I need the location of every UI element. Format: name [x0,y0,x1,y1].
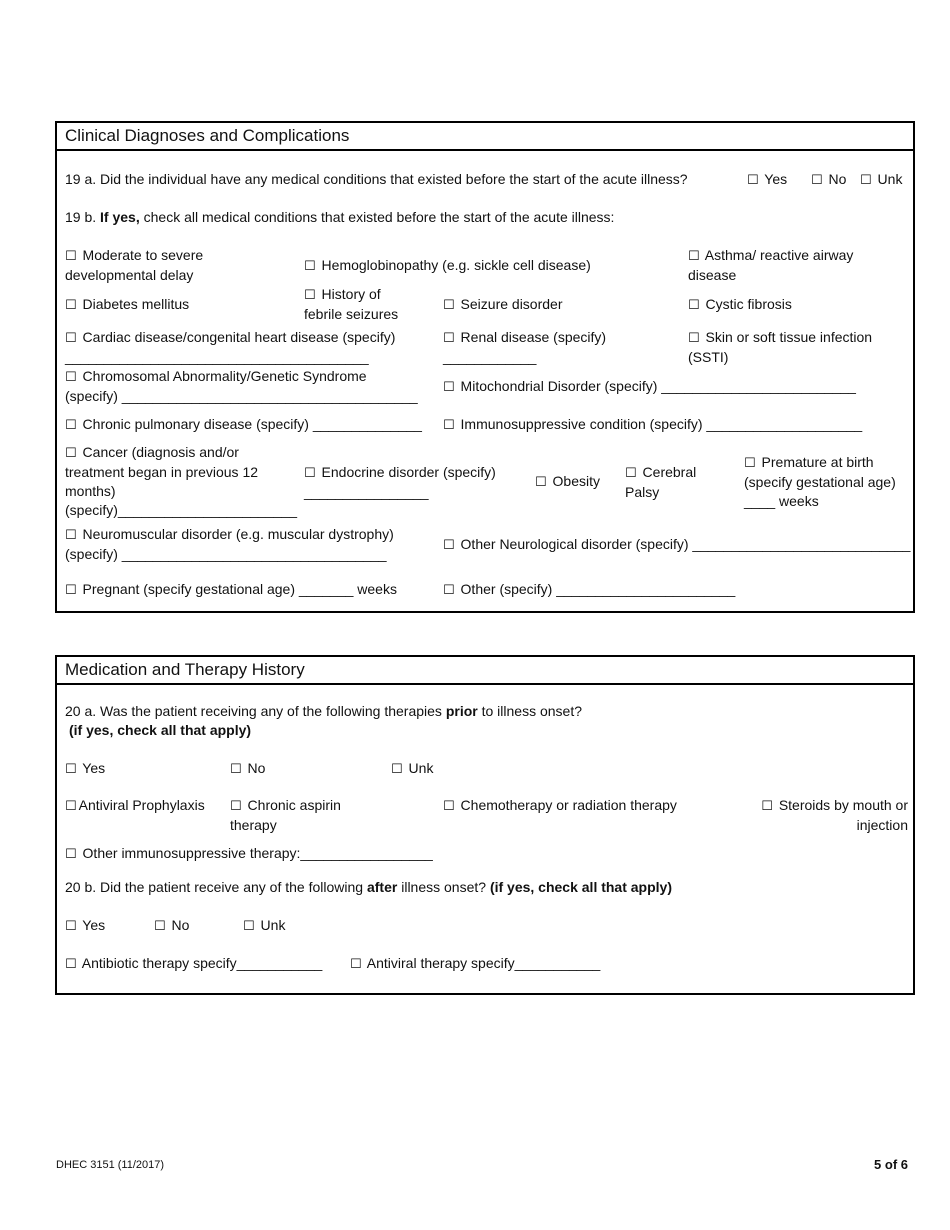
condition-obesity[interactable] [535,472,600,492]
q20a-rest: to illness onset? [477,703,583,719]
checkbox[interactable]: ☐ [230,762,242,777]
q19b-bold: If yes, [100,209,140,225]
condition-other-neurological[interactable] [443,535,910,555]
checkbox[interactable]: ☐ [688,249,700,264]
q20b-rest: illness onset? [397,879,490,895]
q20a-note-text: (if yes, check all that apply) [69,722,252,738]
checkbox[interactable]: ☐ [243,919,255,934]
checkbox[interactable]: ☐ [391,762,403,777]
condition-neuromuscular[interactable] [65,525,394,564]
condition-cardiac[interactable] [65,328,395,367]
label-line2: treatment began in previous 12 [65,464,259,480]
option-label: No [828,171,847,187]
checkbox[interactable]: ☐ [443,380,455,395]
label: Neuromuscular disorder (e.g. muscular dystrophy) [82,526,394,542]
label-line2: developmental delay [65,267,194,283]
label-line2: Palsy [625,484,660,500]
label-line2: febrile seizures [304,306,399,322]
condition-endocrine[interactable] [304,463,496,502]
checkbox[interactable]: ☐ [65,331,77,346]
option-label: No [171,917,190,933]
therapy-chemo-radiation[interactable] [443,796,677,816]
checkbox[interactable]: ☐ [65,799,77,814]
label: History of [321,286,381,302]
checkbox[interactable]: ☐ [443,331,455,346]
condition-seizure-disorder[interactable] [443,295,562,315]
specify-line[interactable]: (specify) __________________________________ [65,546,387,562]
checkbox[interactable]: ☐ [230,799,242,814]
label: Chronic pulmonary disease (specify) ______________ [82,416,422,432]
q19b-prefix: 19 b. [65,209,101,225]
checkbox[interactable]: ☐ [154,919,166,934]
condition-diabetes[interactable] [65,295,189,315]
checkbox[interactable]: ☐ [688,298,700,313]
label: Asthma/ reactive airway [704,247,854,263]
condition-mitochondrial[interactable] [443,377,856,397]
therapy-antiviral[interactable] [350,954,600,974]
therapy-antibiotic[interactable] [65,954,322,974]
q19a-unk-option[interactable] [860,170,902,190]
checkbox[interactable]: ☐ [860,173,872,188]
option-label: Unk [877,171,903,187]
specify-line[interactable]: _______________________________________ [65,349,369,365]
label: Skin or soft tissue infection [705,329,873,345]
therapy-antiviral-prophylaxis[interactable] [65,796,205,816]
label: Endocrine disorder (specify) [321,464,496,480]
q20a-bold: prior [445,703,478,719]
q19a-no-option[interactable] [811,170,846,190]
option-label: No [247,760,266,776]
label: Steroids by mouth or [778,797,908,813]
q20b-yes-option[interactable] [65,916,105,936]
label-line2: injection [856,817,908,833]
q19a-yes-option[interactable] [747,170,787,190]
label-line2: disease [688,267,737,283]
option-label: Yes [764,171,788,187]
condition-febrile-seizures[interactable] [304,285,398,324]
label: Other Neurological disorder (specify) ____________________________ [460,536,911,552]
condition-immunosuppressive[interactable] [443,415,862,435]
checkbox[interactable]: ☐ [65,528,77,543]
label: Chemotherapy or radiation therapy [460,797,677,813]
label: Obesity [552,473,601,489]
checkbox[interactable]: ☐ [761,799,773,814]
specify-line[interactable]: (specify)_______________________ [65,502,297,518]
label: Antiviral Prophylaxis [78,797,205,813]
condition-pregnant[interactable] [65,580,397,600]
label-line3: months) [65,483,116,499]
label: Mitochondrial Disorder (specify) _________________________ [460,378,856,394]
checkbox[interactable]: ☐ [65,370,77,385]
label: Premature at birth [761,454,874,470]
q20a-yes-option[interactable] [65,759,105,779]
option-label: Yes [82,760,106,776]
checkbox[interactable]: ☐ [443,538,455,553]
label: Cardiac disease/congenital heart disease (specify) [82,329,396,345]
q19b-rest: check all medical conditions that existed before the start of the acute illness: [139,209,615,225]
question-20b [65,878,672,897]
q20b-unk-option[interactable] [243,916,285,936]
therapy-steroids[interactable] [740,796,908,835]
checkbox[interactable]: ☐ [304,466,316,481]
option-label: Unk [408,760,434,776]
label: Pregnant (specify gestational age) _______ weeks [82,581,397,597]
condition-cystic-fibrosis[interactable] [688,295,792,315]
checkbox[interactable]: ☐ [65,298,77,313]
checkbox[interactable]: ☐ [65,957,77,972]
condition-other[interactable] [443,580,735,600]
specify-line[interactable]: ________________ [304,484,429,500]
label: Chronic aspirin [247,797,341,813]
label: Antibiotic therapy specify___________ [81,955,323,971]
condition-premature[interactable] [744,453,896,511]
label-line2: (SSTI) [688,349,729,365]
checkbox[interactable]: ☐ [304,259,316,274]
checkbox[interactable]: ☐ [747,173,759,188]
label: Other (specify) _______________________ [460,581,736,597]
label: Antiviral therapy specify___________ [366,955,601,971]
checkbox[interactable]: ☐ [65,847,77,862]
section-title: Clinical Diagnoses and Complications [57,123,913,151]
label: Renal disease (specify) [460,329,607,345]
checkbox[interactable]: ☐ [443,298,455,313]
checkbox[interactable]: ☐ [65,762,77,777]
label: Diabetes mellitus [82,296,190,312]
specify-line[interactable]: (specify) ______________________________________ [65,388,418,404]
condition-skin-infection[interactable] [688,328,872,367]
therapy-other-immunosuppressive[interactable] [65,844,433,864]
q20a-note [69,721,251,740]
checkbox[interactable]: ☐ [625,466,637,481]
q20a-unk-option[interactable] [391,759,433,779]
label-line2: (specify gestational age) [744,474,896,490]
label: Hemoglobinopathy (e.g. sickle cell disease) [321,257,591,273]
option-label: Unk [260,917,286,933]
condition-chronic-pulmonary[interactable] [65,415,422,435]
label: Cancer (diagnosis and/or [82,444,239,460]
condition-chromosomal[interactable] [65,367,418,406]
question-19a: 19 a. Did the individual have any medical conditions that existed before the start of the acute illness? [65,171,688,187]
label: Moderate to severe [82,247,204,263]
checkbox[interactable]: ☐ [443,418,455,433]
specify-line[interactable]: ____________ [443,349,537,365]
checkbox[interactable]: ☐ [443,583,455,598]
checkbox[interactable]: ☐ [65,583,77,598]
checkbox[interactable]: ☐ [65,249,77,264]
condition-developmental-delay[interactable] [65,246,203,285]
checkbox[interactable]: ☐ [811,173,823,188]
checkbox[interactable]: ☐ [443,799,455,814]
label: Cerebral [642,464,697,480]
question-19b [65,208,614,227]
condition-cancer[interactable] [65,443,297,520]
question-20a [65,702,582,721]
label: Cystic fibrosis [705,296,792,312]
condition-renal[interactable] [443,328,606,367]
therapy-chronic-aspirin[interactable] [230,796,341,835]
section-title: Medication and Therapy History [57,657,913,685]
condition-cerebral-palsy[interactable] [625,463,696,502]
checkbox[interactable]: ☐ [65,446,77,461]
checkbox[interactable]: ☐ [535,475,547,490]
checkbox[interactable]: ☐ [688,331,700,346]
page-number: 5 of 6 [874,1157,908,1172]
label: Other immunosuppressive therapy:_________________ [82,845,433,861]
q20a-no-option[interactable] [230,759,265,779]
q20b-prefix: 20 b. Did the patient receive any of the following [65,879,367,895]
q20b-bold: after [366,879,398,895]
q20b-note: (if yes, check all that apply) [489,879,672,895]
checkbox[interactable]: ☐ [65,919,77,934]
label: Immunosuppressive condition (specify) ____________________ [460,416,863,432]
condition-hemoglobinopathy[interactable] [304,256,591,276]
q20a-prefix: 20 a. Was the patient receiving any of the following therapies [65,703,446,719]
form-id: DHEC 3151 (11/2017) [56,1159,165,1171]
checkbox[interactable]: ☐ [350,957,362,972]
option-label: Yes [82,917,106,933]
checkbox[interactable]: ☐ [65,418,77,433]
label-line2: therapy [230,817,277,833]
label: Chromosomal Abnormality/Genetic Syndrome [82,368,367,384]
checkbox[interactable]: ☐ [744,456,756,471]
q20b-no-option[interactable] [154,916,189,936]
checkbox[interactable]: ☐ [304,288,316,303]
condition-asthma[interactable] [688,246,853,285]
label: Seizure disorder [460,296,563,312]
weeks-line[interactable]: ____ weeks [744,493,819,509]
